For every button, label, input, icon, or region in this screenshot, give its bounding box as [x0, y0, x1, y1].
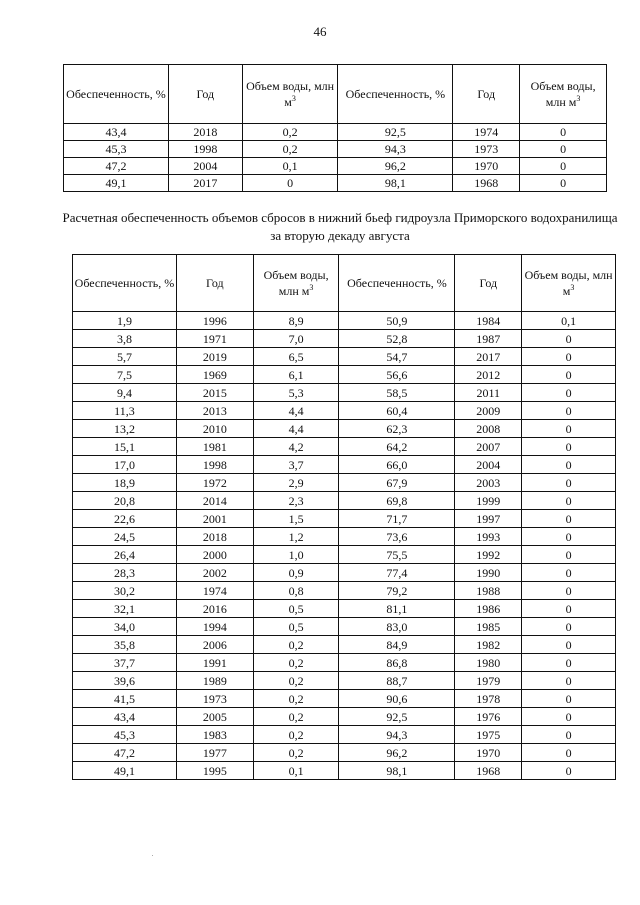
table-cell: 94,3 [338, 141, 453, 158]
table-cell: 17,0 [73, 456, 177, 474]
header-pct-2: Обеспеченность, % [338, 65, 453, 124]
table-cell: 1995 [176, 762, 253, 780]
table-cell: 73,6 [339, 528, 455, 546]
table-row [73, 654, 616, 672]
table-cell: 81,1 [339, 600, 455, 618]
table-cell: 56,6 [339, 366, 455, 384]
table-cell: 0,2 [253, 690, 339, 708]
table-cell: 1973 [176, 690, 253, 708]
table-cell: 4,4 [253, 420, 339, 438]
table-cell: 2018 [176, 528, 253, 546]
header-pct-1: Обеспеченность, % [73, 255, 177, 312]
table-cell: 67,9 [339, 474, 455, 492]
table-cell: 2019 [176, 348, 253, 366]
table-cell: 1978 [455, 690, 522, 708]
table-cell: 2018 [168, 124, 242, 141]
table-cell: 0,1 [522, 312, 616, 330]
table-cell: 2006 [176, 636, 253, 654]
table-row [73, 330, 616, 348]
scan-speck [152, 855, 153, 856]
table-cell: 32,1 [73, 600, 177, 618]
page-number: 46 [313, 24, 327, 39]
table-cell: 49,1 [64, 175, 169, 192]
table-cell: 2004 [455, 456, 522, 474]
table-cell: 6,5 [253, 348, 339, 366]
table-row [73, 564, 616, 582]
table-row [73, 438, 616, 456]
table-cell: 4,4 [253, 402, 339, 420]
table-cell: 11,3 [73, 402, 177, 420]
table-cell: 0,2 [253, 636, 339, 654]
table-cell: 3,8 [73, 330, 177, 348]
table-cell: 2003 [455, 474, 522, 492]
table-cell: 92,5 [339, 708, 455, 726]
table-cell: 2015 [176, 384, 253, 402]
table-cell: 0 [522, 348, 616, 366]
table-cell: 0,5 [253, 600, 339, 618]
table-cell: 1973 [453, 141, 520, 158]
table-cell: 1970 [455, 744, 522, 762]
table-row [73, 618, 616, 636]
table-cell: 7,5 [73, 366, 177, 384]
table-cell: 92,5 [338, 124, 453, 141]
table-cell: 34,0 [73, 618, 177, 636]
table-cell: 86,8 [339, 654, 455, 672]
table-cell: 2000 [176, 546, 253, 564]
table-cell: 1987 [455, 330, 522, 348]
table-header-row [73, 255, 616, 312]
header-vol-1: Объем воды, млн $м^3$ [253, 255, 339, 312]
table-cell: 0 [522, 618, 616, 636]
table-cell: 60,4 [339, 402, 455, 420]
table-cell: 0 [522, 438, 616, 456]
table-row [73, 510, 616, 528]
table-cell: 1975 [455, 726, 522, 744]
table-cell: 1988 [455, 582, 522, 600]
header-pct-2: Обеспеченность, % [339, 255, 455, 312]
table-row [73, 366, 616, 384]
table-cell: 69,8 [339, 492, 455, 510]
table-cell: 0 [522, 636, 616, 654]
table-cell: 1971 [176, 330, 253, 348]
table-second-decade-august [72, 254, 616, 780]
table-cell: 0 [522, 492, 616, 510]
table-cell: 0 [522, 690, 616, 708]
table-cell: 0 [522, 546, 616, 564]
table-cell: 5,7 [73, 348, 177, 366]
table-cell: 39,6 [73, 672, 177, 690]
table-cell: 62,3 [339, 420, 455, 438]
table-cell: 77,4 [339, 564, 455, 582]
table-row [73, 690, 616, 708]
table-cell: 1969 [176, 366, 253, 384]
table-cell: 1972 [176, 474, 253, 492]
table-row [73, 312, 616, 330]
table-cell: 0 [522, 600, 616, 618]
table-row [73, 546, 616, 564]
table-continuation [63, 64, 607, 192]
table-cell: 2009 [455, 402, 522, 420]
table-cell: 1986 [455, 600, 522, 618]
table-row [73, 672, 616, 690]
table-cell: 2,3 [253, 492, 339, 510]
table-cell: 1,9 [73, 312, 177, 330]
table-row [73, 762, 616, 780]
table-cell: 96,2 [338, 158, 453, 175]
table-cell: 0 [522, 528, 616, 546]
table-cell: 71,7 [339, 510, 455, 528]
table-cell: 2001 [176, 510, 253, 528]
table-cell: 0 [522, 420, 616, 438]
table-cell: 1976 [455, 708, 522, 726]
table-cell: 54,7 [339, 348, 455, 366]
table-cell: 45,3 [64, 141, 169, 158]
table-cell: 1974 [176, 582, 253, 600]
table-cell: 0 [522, 510, 616, 528]
table-cell: 20,8 [73, 492, 177, 510]
table-cell: 1970 [453, 158, 520, 175]
table-row [73, 528, 616, 546]
table-row [64, 141, 607, 158]
table-cell: 2014 [176, 492, 253, 510]
table-cell: 0 [522, 672, 616, 690]
table-cell: 43,4 [64, 124, 169, 141]
table-cell: 96,2 [339, 744, 455, 762]
table-cell: 2008 [455, 420, 522, 438]
table-cell: 1998 [168, 141, 242, 158]
table-cell: 0,2 [253, 744, 339, 762]
table-cell: 3,7 [253, 456, 339, 474]
table-cell: 1992 [455, 546, 522, 564]
table-cell: 47,2 [73, 744, 177, 762]
table-cell: 47,2 [64, 158, 169, 175]
table-cell: 1998 [176, 456, 253, 474]
table-cell: 1989 [176, 672, 253, 690]
table-cell: 1994 [176, 618, 253, 636]
table-cell: 41,5 [73, 690, 177, 708]
table-cell: 0 [520, 124, 607, 141]
table-row [73, 474, 616, 492]
table-cell: 88,7 [339, 672, 455, 690]
table-cell: 7,0 [253, 330, 339, 348]
table-cell: 0 [522, 582, 616, 600]
table-cell: 1991 [176, 654, 253, 672]
table-row [64, 175, 607, 192]
table-cell: 2016 [176, 600, 253, 618]
table-cell: 0,1 [242, 158, 338, 175]
table-cell: 52,8 [339, 330, 455, 348]
table-cell: 1996 [176, 312, 253, 330]
table-cell: 28,3 [73, 564, 177, 582]
header-year-1: Год [168, 65, 242, 124]
table-row [73, 636, 616, 654]
table-cell: 0 [242, 175, 338, 192]
header-year-2: Год [455, 255, 522, 312]
table-cell: 1983 [176, 726, 253, 744]
table-cell: 22,6 [73, 510, 177, 528]
table-cell: 0 [522, 384, 616, 402]
table-cell: 43,4 [73, 708, 177, 726]
table-cell: 2,9 [253, 474, 339, 492]
table-row [73, 708, 616, 726]
table-row [73, 456, 616, 474]
header-year-1: Год [176, 255, 253, 312]
header-pct-1: Обеспеченность, % [64, 65, 169, 124]
table-cell: 50,9 [339, 312, 455, 330]
header-vol-2: Объем воды, млн $м^3$ [520, 65, 607, 124]
table-cell: 26,4 [73, 546, 177, 564]
table-row [73, 726, 616, 744]
table-cell: 0 [522, 726, 616, 744]
table-cell: 1985 [455, 618, 522, 636]
table-cell: 37,7 [73, 654, 177, 672]
table-cell: 2007 [455, 438, 522, 456]
table-cell: 90,6 [339, 690, 455, 708]
table-cell: 0 [522, 708, 616, 726]
table-cell: 0,2 [253, 708, 339, 726]
table-row [64, 124, 607, 141]
table-cell: 0 [522, 564, 616, 582]
table-cell: 66,0 [339, 456, 455, 474]
table-cell: 0 [520, 175, 607, 192]
table-cell: 2013 [176, 402, 253, 420]
table-cell: 0,2 [242, 141, 338, 158]
table-cell: 45,3 [73, 726, 177, 744]
table-cell: 1993 [455, 528, 522, 546]
table-cell: 0 [520, 158, 607, 175]
table-caption: Расчетная обеспеченность объемов сбросов в нижний бьеф гидроузла Приморского водохранилища за вторую декаду августа [62, 210, 618, 244]
table-cell: 35,8 [73, 636, 177, 654]
table-cell: 1984 [455, 312, 522, 330]
table-cell: 0 [522, 456, 616, 474]
header-vol-1: Объем воды, млн $м^3$ [242, 65, 338, 124]
table-cell: 83,0 [339, 618, 455, 636]
table-cell: 4,2 [253, 438, 339, 456]
table-cell: 8,9 [253, 312, 339, 330]
table-cell: 75,5 [339, 546, 455, 564]
table-cell: 1968 [453, 175, 520, 192]
table-cell: 58,5 [339, 384, 455, 402]
table-cell: 2017 [455, 348, 522, 366]
table-cell: 2011 [455, 384, 522, 402]
table-cell: 98,1 [338, 175, 453, 192]
table-cell: 49,1 [73, 762, 177, 780]
table-cell: 1982 [455, 636, 522, 654]
table-cell: 1997 [455, 510, 522, 528]
table-cell: 0 [520, 141, 607, 158]
table-cell: 30,2 [73, 582, 177, 600]
table-cell: 1990 [455, 564, 522, 582]
table-cell: 1,0 [253, 546, 339, 564]
table-cell: 1999 [455, 492, 522, 510]
table-cell: 0 [522, 744, 616, 762]
table-cell: 0 [522, 366, 616, 384]
table-cell: 0,5 [253, 618, 339, 636]
table-cell: 0 [522, 474, 616, 492]
table-row [73, 402, 616, 420]
table-cell: 1974 [453, 124, 520, 141]
table-cell: 0 [522, 330, 616, 348]
table-cell: 0 [522, 654, 616, 672]
table-cell: 0 [522, 762, 616, 780]
table-row [73, 492, 616, 510]
table-cell: 84,9 [339, 636, 455, 654]
table-cell: 94,3 [339, 726, 455, 744]
table-cell: 2017 [168, 175, 242, 192]
table-cell: 1980 [455, 654, 522, 672]
table-cell: 0,8 [253, 582, 339, 600]
table-cell: 1979 [455, 672, 522, 690]
table-cell: 1968 [455, 762, 522, 780]
table-cell: 2004 [168, 158, 242, 175]
table-cell: 2005 [176, 708, 253, 726]
table-cell: 18,9 [73, 474, 177, 492]
table-cell: 2012 [455, 366, 522, 384]
table-cell: 0,2 [253, 672, 339, 690]
table-row [64, 158, 607, 175]
table-cell: 98,1 [339, 762, 455, 780]
table-header-row [64, 65, 607, 124]
table-cell: 79,2 [339, 582, 455, 600]
table-cell: 1,5 [253, 510, 339, 528]
table-row [73, 384, 616, 402]
table-cell: 0,2 [253, 726, 339, 744]
table-cell: 0 [522, 402, 616, 420]
table-cell: 64,2 [339, 438, 455, 456]
table-cell: 0,1 [253, 762, 339, 780]
table-cell: 6,1 [253, 366, 339, 384]
table-cell: 9,4 [73, 384, 177, 402]
table-row [73, 420, 616, 438]
table-cell: 2010 [176, 420, 253, 438]
table-cell: 1977 [176, 744, 253, 762]
table-row [73, 744, 616, 762]
table-cell: 5,3 [253, 384, 339, 402]
table-cell: 1981 [176, 438, 253, 456]
table-cell: 1,2 [253, 528, 339, 546]
table-cell: 2002 [176, 564, 253, 582]
table-row [73, 348, 616, 366]
table-cell: 13,2 [73, 420, 177, 438]
table-row [73, 600, 616, 618]
table-cell: 15,1 [73, 438, 177, 456]
header-year-2: Год [453, 65, 520, 124]
header-vol-2: Объем воды, млн $м^3$ [522, 255, 616, 312]
table-cell: 0,2 [242, 124, 338, 141]
table-row [73, 582, 616, 600]
table-cell: 24,5 [73, 528, 177, 546]
table-cell: 0,9 [253, 564, 339, 582]
table-cell: 0,2 [253, 654, 339, 672]
